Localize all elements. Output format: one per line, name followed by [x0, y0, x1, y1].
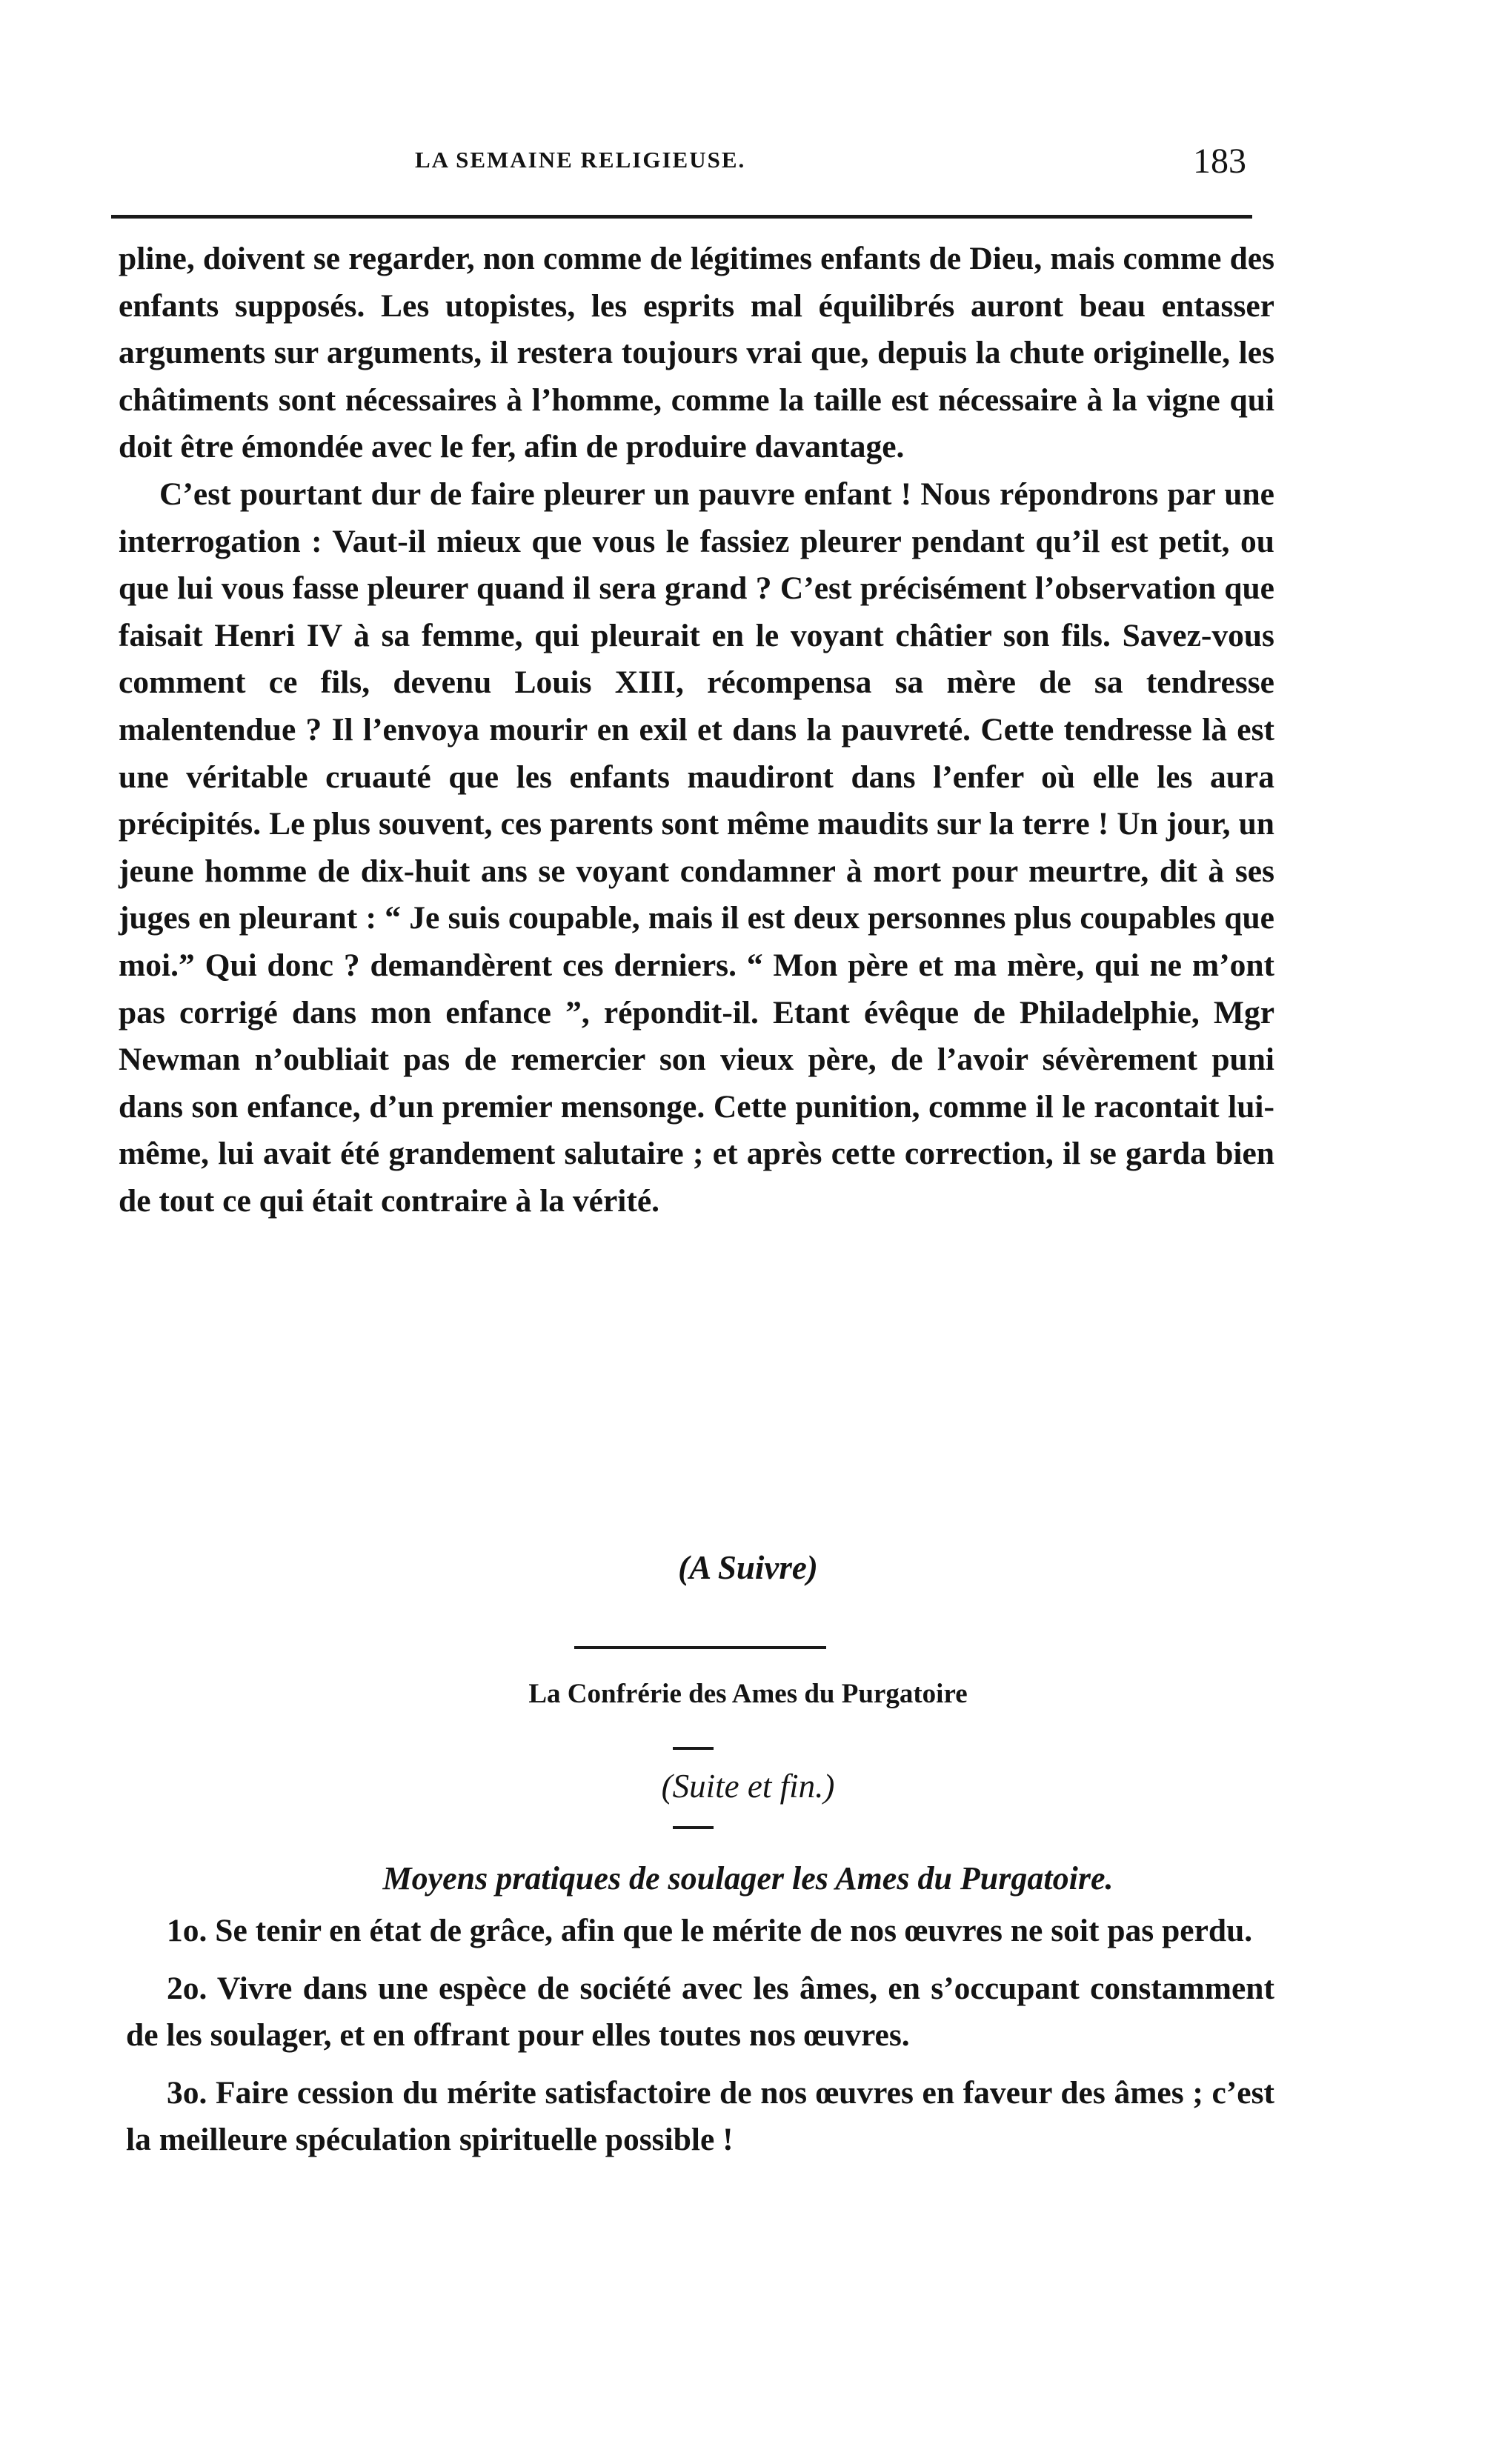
paragraph-1: pline, doivent se regarder, non comme de légitimes enfants de Dieu, mais comme des enfants supposés. Les utopistes, les esprits mal équilibrés auront beau entasser arguments sur arguments, il restera toujours vrai que, depuis la chute originelle, les châtiments sont nécessaires à l’homme, comme la taille est nécessaire à la vigne qui doit être émondée avec le fer, afin de produire davantage.: [119, 241, 1274, 465]
to-follow-note: (A Suivre): [678, 1549, 818, 1586]
section-separator: [574, 1646, 826, 1649]
running-title: LA SEMAINE RELIGIEUSE.: [415, 147, 746, 173]
list-item-2: 2o. Vivre dans une espèce de société avec les âmes, en s’occupant constamment de les soulager, et en offrant pour elles toutes nos œuvres.: [126, 1970, 1274, 2054]
list-item-1: 1o. Se tenir en état de grâce, afin que le mérite de nos œuvres ne soit pas perdu.: [167, 1913, 1253, 1948]
section-title: La Confrérie des Ames du Purgatoire: [528, 1679, 968, 1709]
short-separator-1: [673, 1747, 714, 1750]
header-rule: [111, 215, 1252, 219]
numbered-list: [126, 1908, 1274, 2174]
article-body: [119, 236, 1274, 1225]
short-separator-2: [673, 1826, 714, 1829]
page-number: 183: [1193, 141, 1246, 181]
section-subtitle: (Suite et fin.): [661, 1768, 835, 1805]
paragraph-2: C’est pourtant dur de faire pleurer un pauvre enfant ! Nous répondrons par une interrogation : Vaut-il mieux que vous le fassiez pleurer pendant qu’il est petit, ou que lui vous fasse pleurer quand il sera grand ? C’est précisément l’observation que faisait Henri IV à sa femme, qui pleurait en le voyant châtier son fils. Savez-vous comment ce fils, devenu Louis XIII, récompensa sa mère de sa tendresse malentendue ? Il l’envoya mourir en exil et dans la pauvreté. Cette tendresse là est une véritable cruauté que les enfants maudiront dans l’enfer où elle les aura précipités. Le plus souvent, ces parents sont même maudits sur la terre ! Un jour, un jeune homme de dix-huit ans se voyant condamner à mort pour meurtre, dit à ses juges en pleurant : “ Je suis coupable, mais il est deux personnes plus coupables que moi.” Qui donc ? demandèrent ces derniers. “ Mon père et ma mère, qui ne m’ont pas corrigé dans mon enfance ”, répondit-il. Etant évêque de Philadelphie, Mgr Newman n’oubliait pas de remercier son vieux père, de l’avoir sévèrement puni dans son enfance, d’un premier mensonge. Cette punition, comme il le racontait lui-même, lui avait été grandement salutaire ; et après cette correction, il se garda bien de tout ce qui était contraire à la vérité.: [119, 476, 1274, 1219]
list-item-3: 3o. Faire cession du mérite satisfactoire de nos œuvres en faveur des âmes ; c’est la meilleure spéculation spirituelle possible !: [126, 2074, 1274, 2158]
subsection-heading: Moyens pratiques de soulager les Ames du Purgatoire.: [382, 1860, 1114, 1897]
